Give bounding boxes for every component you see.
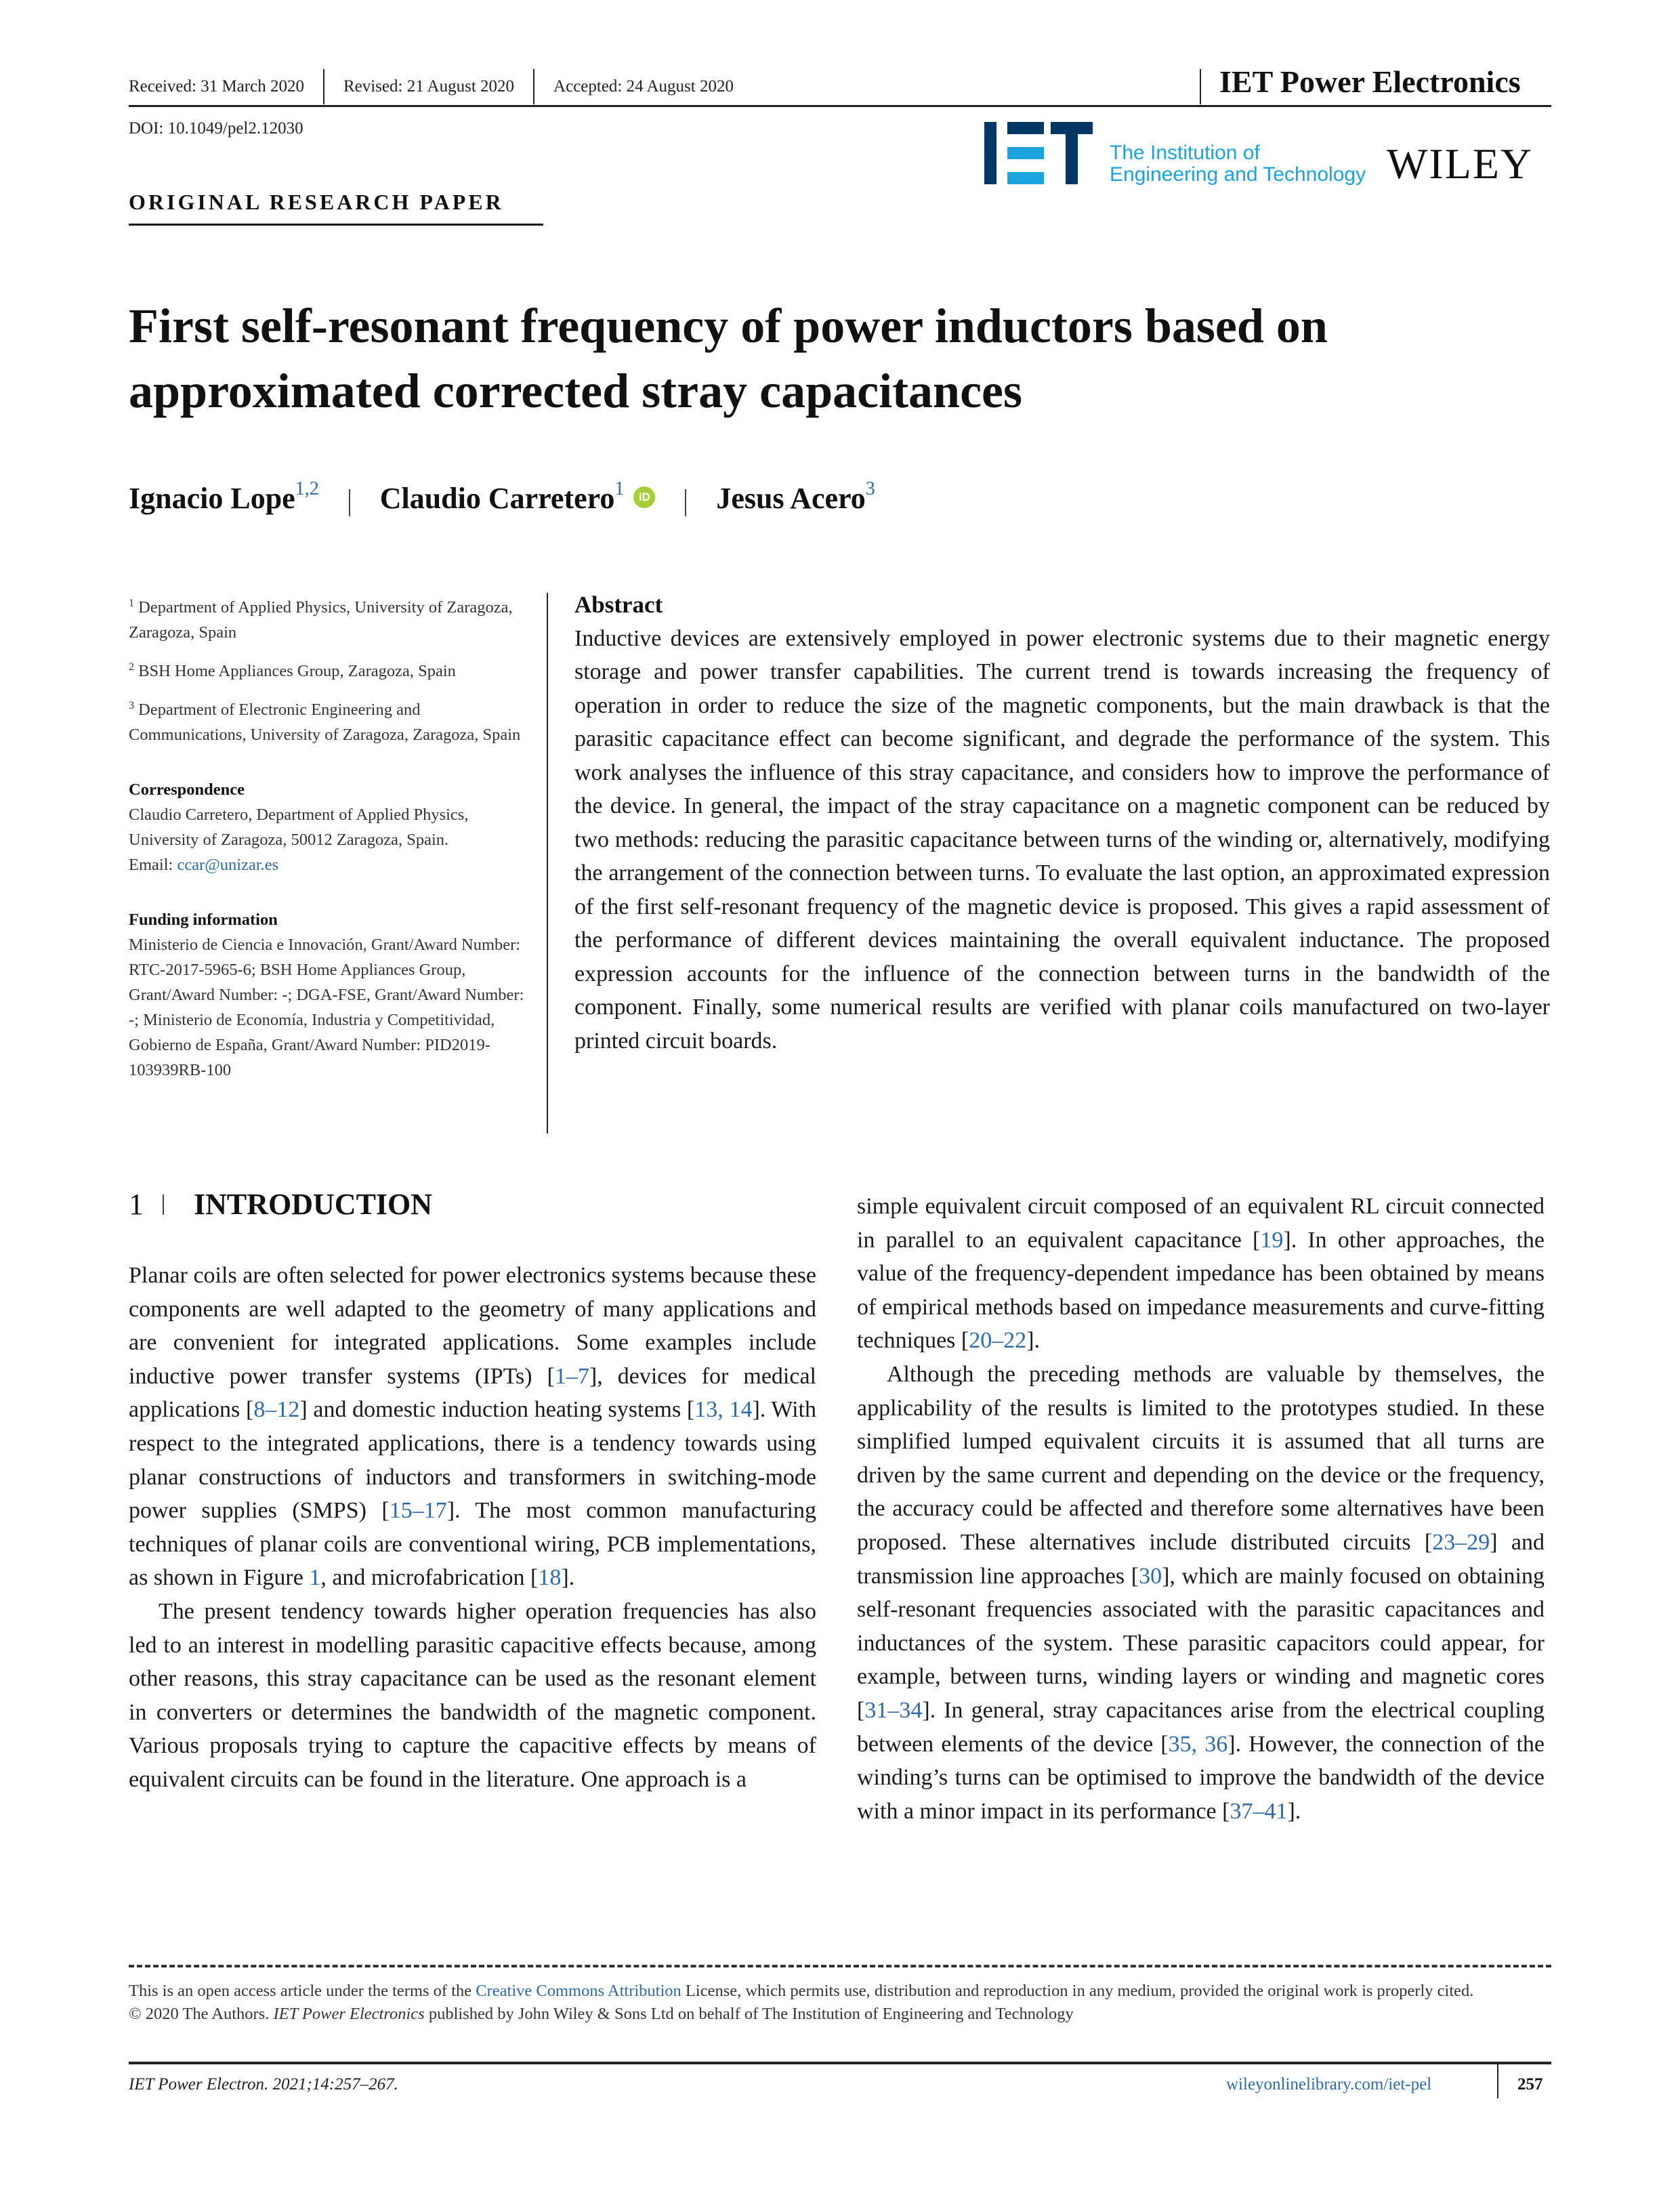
affiliation: $^2$ BSH Home Appliances Group, Zaragoza, Spain — [129, 661, 456, 681]
author[interactable]: Jesus Acero$^3$ — [716, 478, 875, 515]
citation-link[interactable]: 30 — [1139, 1563, 1162, 1589]
divider — [323, 69, 324, 104]
citation-link[interactable]: 31–34 — [864, 1697, 923, 1723]
citation-link[interactable]: 1–7 — [554, 1363, 589, 1389]
section-number: 1 — [129, 1188, 144, 1221]
paragraph: The present tendency towards higher operation frequencies has also led to an interest in modelling parasitic capacitive effects because, among other reasons, this stray capacitance can be used as the resonant element in converters or determines the bandwidth of the magnetic component. Various proposals trying to capture the capacitive effects by means of equivalent circuits can be found in the literature. One approach is a — [129, 1598, 816, 1792]
header-rule — [129, 105, 1551, 107]
author[interactable]: Ignacio Lope$^{1,2}$ — [129, 478, 319, 515]
citation-link[interactable]: 15–17 — [389, 1498, 447, 1524]
author-list — [129, 478, 875, 516]
affiliation-marker[interactable]: 1,2 — [295, 478, 319, 500]
orcid-icon[interactable]: iD — [633, 486, 655, 508]
body-column-left — [129, 1259, 816, 1797]
journal-url-link[interactable]: wileyonlinelibrary.com/iet-pel — [1226, 2075, 1432, 2094]
citation-info: IET Power Electron. 2021;14:257–267. — [129, 2075, 398, 2094]
citation-link[interactable]: 8–12 — [253, 1397, 300, 1423]
paragraph: Although the preceding methods are valuable by themselves, the applicability of the results is limited to the prototypes studied. In these simplified lumped equivalent circuits it is assumed that all turns are driven by the same current and depending on the device or the frequency, the accuracy could be affected and therefore some alternatives have been proposed. These alternatives include distributed circuits [23–29] and transmission line approaches [30], which are mainly focused on obtaining self-resonant frequencies associated with the parasitic capacitances and inductances of the system. These parasitic capacitors could appear, for example, between turns, winding layers or winding and magnetic cores [31–34]. In general, stray capacitances arise from the electrical coupling between elements of the device [35, 36]. However, the connection of the winding’s turns can be optimised to improve the bandwidth of the device with a minor impact in its performance [37–41]. — [857, 1361, 1545, 1824]
divider — [1200, 69, 1201, 104]
journal-name: IET Power Electronics — [1219, 64, 1521, 99]
accepted-date: Accepted: 24 August 2020 — [553, 77, 734, 96]
author[interactable]: Claudio Carretero$^1$ — [379, 478, 625, 515]
footnote-rule — [129, 1965, 1551, 1967]
footer-rule — [129, 2062, 1551, 2064]
article-type-rule — [129, 224, 543, 226]
paper-title: First self-resonant frequency of power inductors based on approximated corrected stray capacitances — [129, 299, 1328, 418]
license-text: This is an open access article under the terms of the Creative Commons Attribution License, which permits use, distribution and reproduction in any medium, provided the original work is properly cited. — [129, 1982, 1474, 2000]
divider — [533, 69, 534, 104]
iet-logo-text — [1110, 142, 1366, 186]
iet-logo-icon — [984, 122, 1093, 188]
revised-date: Revised: 21 August 2020 — [343, 77, 515, 96]
paragraph: simple equivalent circuit composed of an equivalent RL circuit connected in parallel to an equivalent capacitance [19]. In other approaches, the value of the frequency-dependent impedance has been obtained by means of empirical methods based on impedance measurements and curve-fitting techniques [20–22]. — [857, 1194, 1545, 1354]
affiliation: $^1$ Department of Applied Physics, University of Zaragoza, Zaragoza, Spain — [129, 598, 513, 642]
paragraph: Planar coils are often selected for power electronics systems because these components are well adapted to the geometry of many applications and are convenient for integrated applications. Some examples include inductive power transfer systems (IPTs) [1–7], devices for medical applications [8–12] and domestic induction heating systems [13, 14]. With respect to the integrated applications, there is a tendency towards using planar constructions of inductors and transformers in switching-mode power supplies (SMPS) [15–17]. The most common manufacturing techniques of planar coils are conventional wiring, PCB implementations, as shown in Figure 1, and microfabrication [18]. — [129, 1263, 817, 1591]
license-notice — [129, 1980, 1551, 2026]
affiliation: $^3$ Department of Electronic Engineering and Communications, University of Zaragoza, Zaragoza, Spain — [129, 700, 521, 745]
body-column-right — [857, 1190, 1545, 1828]
creative-commons-link[interactable]: Creative Commons Attribution — [476, 1982, 681, 2000]
figure-link[interactable]: 1 — [309, 1565, 321, 1591]
citation-link[interactable]: 23–29 — [1432, 1529, 1490, 1555]
section-heading — [129, 1187, 432, 1222]
divider — [163, 1194, 164, 1215]
email-link[interactable]: ccar@unizar.es — [177, 856, 279, 875]
wiley-logo: WILEY — [1387, 140, 1534, 188]
divider — [349, 489, 350, 516]
citation-link[interactable]: 20–22 — [969, 1328, 1027, 1354]
citation-link[interactable]: 35, 36 — [1168, 1731, 1228, 1757]
article-metadata — [129, 591, 535, 1092]
abstract-text: Inductive devices are extensively employed in power electronic systems due to their magnetic energy storage and power transfer capabilities. The current trend is towards increasing the frequency of operation in order to reduce the size of the magnetic components, but the main drawback is that the parasitic capacitance effect can become significant, and degrade the performance of the system. This work analyses the influence of this stray capacitance, and considers how to improve the performance of the device. In general, the impact of the stray capacitance on a magnetic component can be reduced by two methods: reducing the parasitic capacitance between turns of the winding or, alternatively, modifying the arrangement of the connection between turns. To evaluate the last option, an approximated expression of the first self-resonant frequency of the magnetic device is proposed. This gives a rapid assessment of the performance of different devices maintaining the overall equivalent inductance. The proposed expression accounts for the influence of the connection between turns in the bandwidth of the component. Finally, some numerical results are verified with planar coils manufactured on two-layer printed circuit boards. — [574, 625, 1550, 1054]
section-title: INTRODUCTION — [194, 1188, 433, 1221]
citation-link[interactable]: 18 — [538, 1565, 562, 1591]
affiliation-marker[interactable]: 1 — [614, 478, 625, 500]
copyright-text: © 2020 The Authors. IET Power Electronics published by John Wiley & Sons Ltd on behalf of The Institution of Engineering and Technology — [129, 2005, 1074, 2023]
page-number: 257 — [1517, 2075, 1543, 2094]
abstract-heading: Abstract — [574, 591, 663, 618]
citation-link[interactable]: 37–41 — [1230, 1798, 1288, 1824]
citation-link[interactable]: 13, 14 — [694, 1397, 753, 1423]
funding-heading: Funding information — [129, 911, 278, 930]
abstract — [574, 588, 1550, 1058]
doi: DOI: 10.1049/pel2.12030 — [129, 119, 303, 138]
citation-link[interactable]: 19 — [1260, 1227, 1284, 1253]
divider — [685, 489, 686, 516]
correspondence-text: Claudio Carretero, Department of Applied Physics, University of Zaragoza, 50012 Zaragoza, Spain. Email: ccar@unizar.es — [129, 806, 469, 875]
funding-text: Ministerio de Ciencia e Innovación, Grant/Award Number: RTC-2017-5965-6; BSH Home Appliances Group, Grant/Award Number: -; DGA-FSE, Grant/Award Number: -; Ministerio de Economía, Industria y Competitividad, Gobierno de España, Grant/Award Number: PID2019-103939RB-100 — [129, 936, 524, 1080]
correspondence-heading: Correspondence — [129, 780, 245, 799]
iet-logo-line: The Institution of — [1110, 142, 1260, 164]
column-divider — [547, 593, 548, 1133]
article-type: ORIGINAL RESEARCH PAPER — [129, 190, 504, 214]
iet-logo-line: Engineering and Technology — [1110, 163, 1366, 186]
received-date: Received: 31 March 2020 — [129, 77, 304, 96]
divider — [1497, 2063, 1498, 2098]
affiliation-marker[interactable]: 3 — [865, 478, 875, 500]
article-dates — [129, 69, 734, 104]
